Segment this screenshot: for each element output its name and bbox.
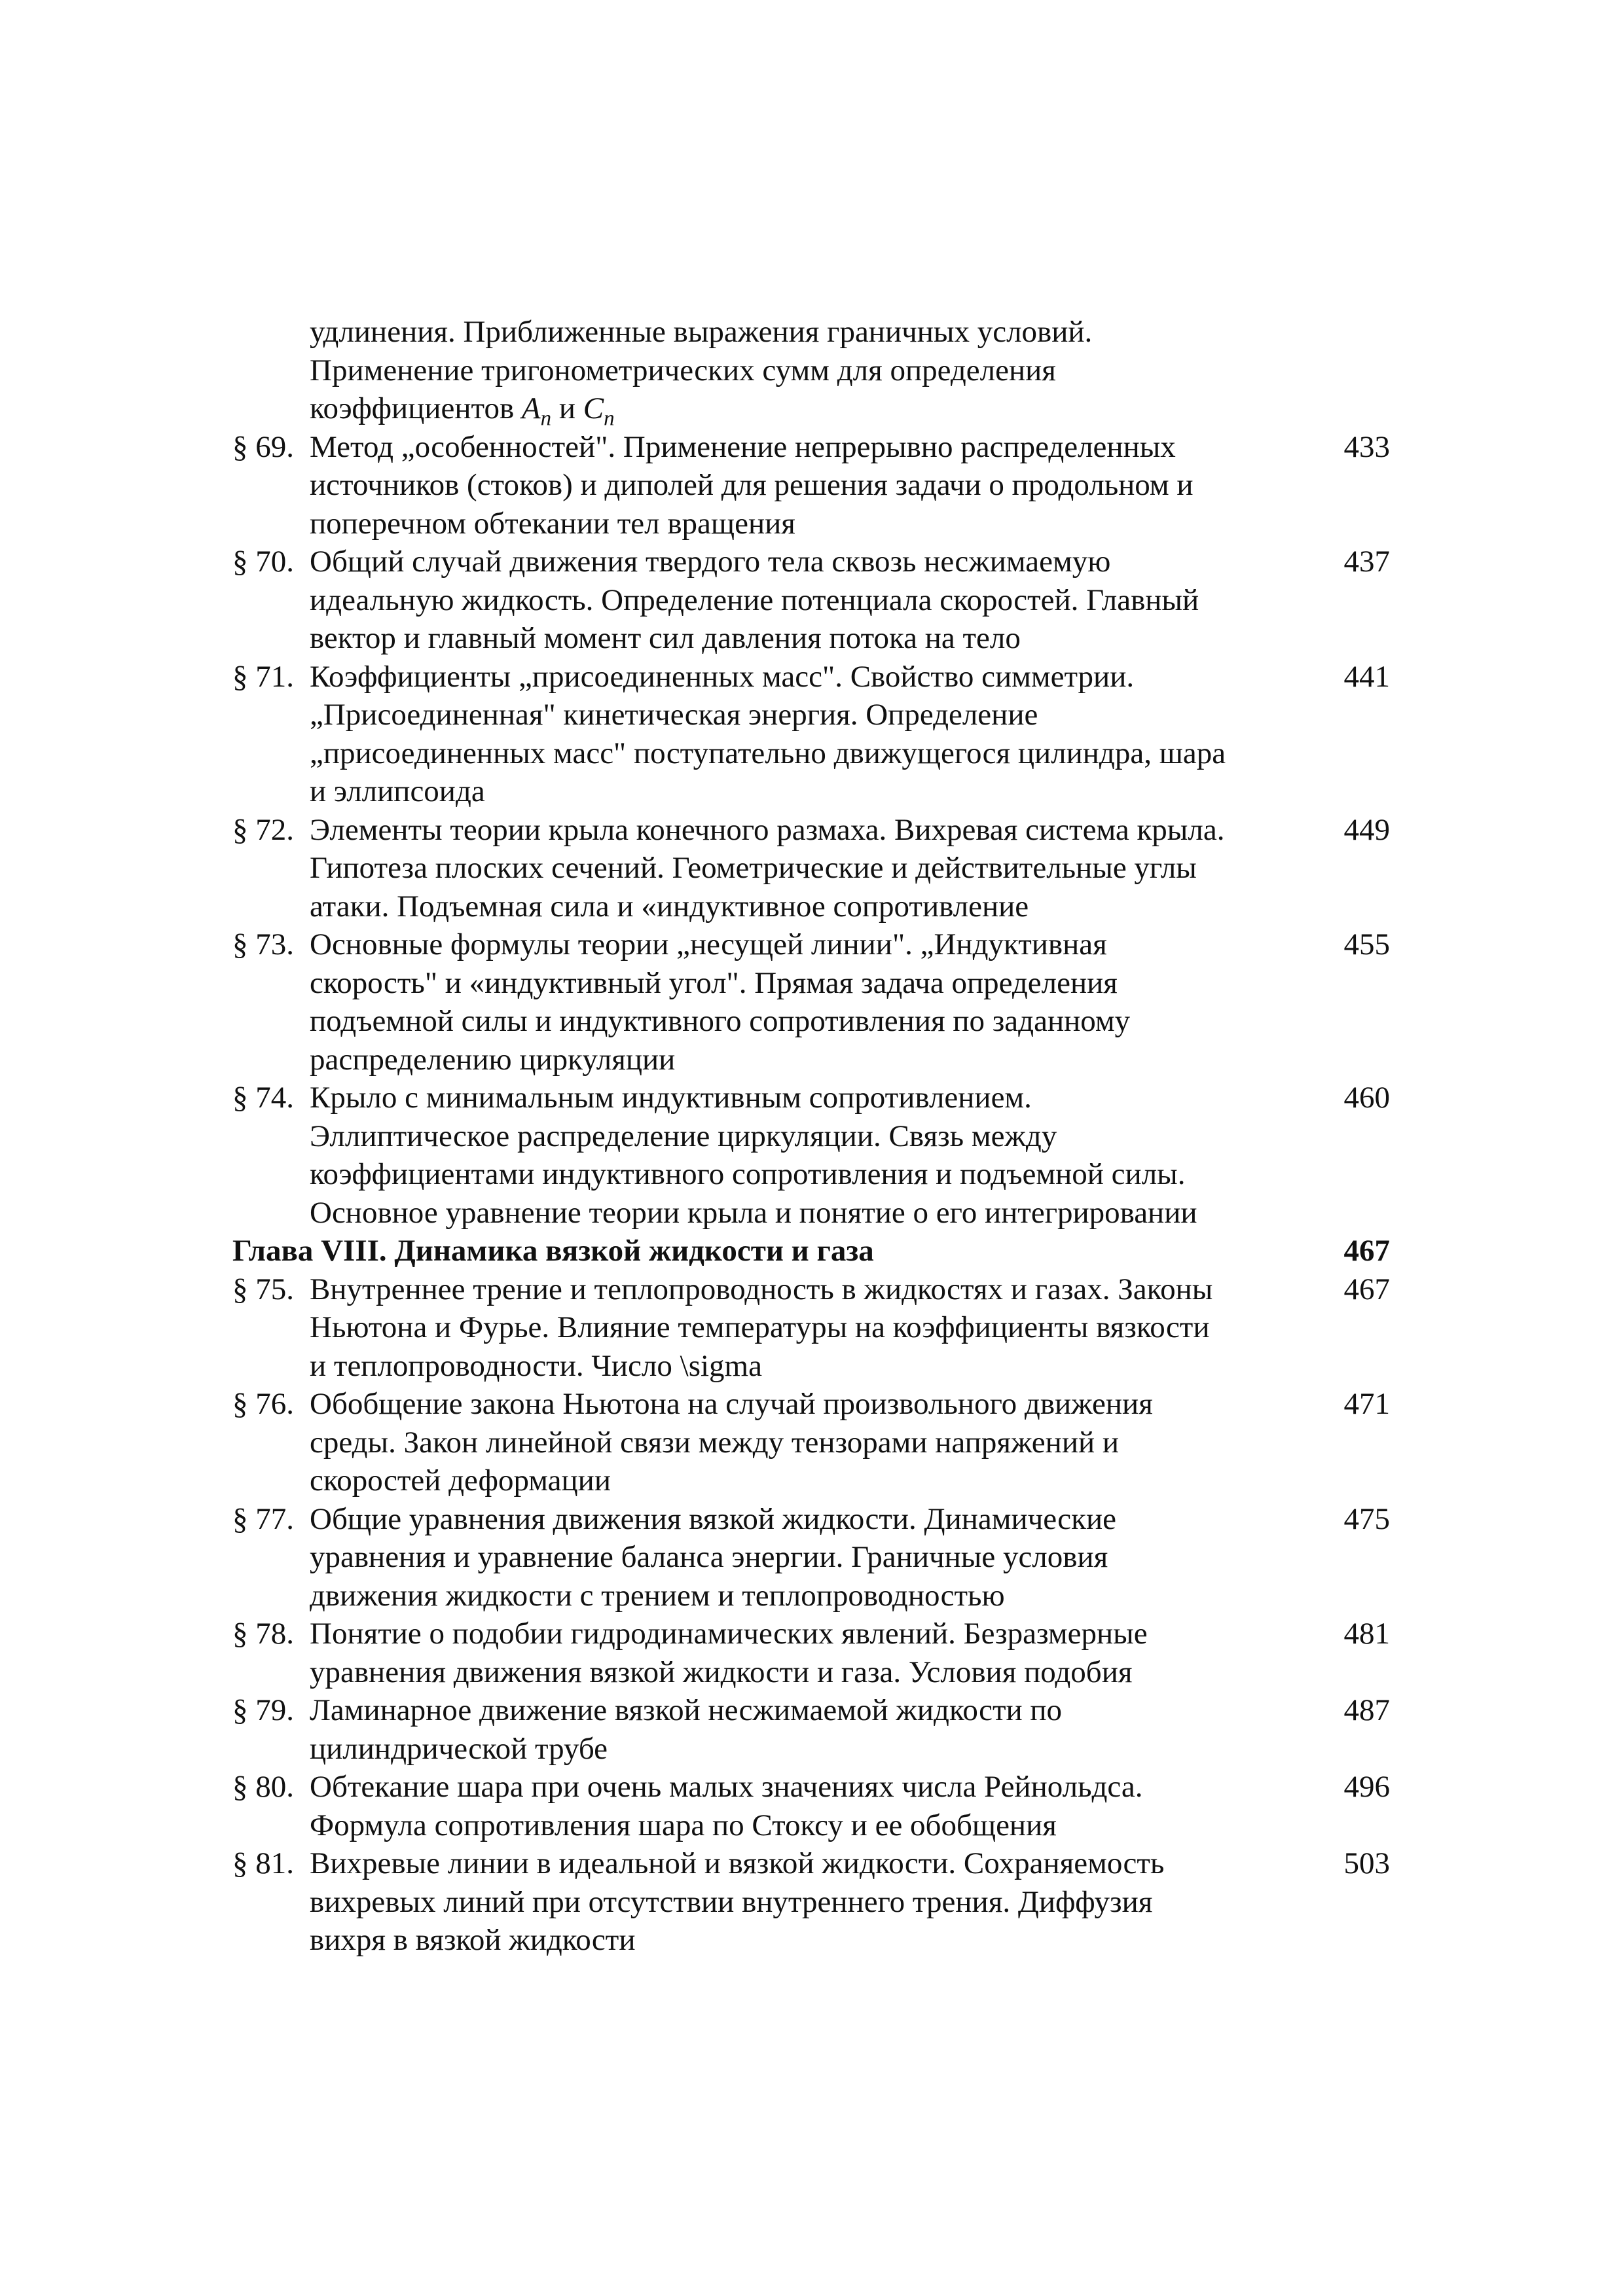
toc-entry-line: уравнения движения вязкой жидкости и газа. Условия подобия <box>310 1655 1133 1689</box>
toc-entry-line: Понятие о подобии гидродинамических явлений. Безразмерные <box>310 1617 1148 1651</box>
toc-entry-line: Обтекание шара при очень малых значениях числа Рейнольдса. <box>310 1770 1143 1804</box>
toc-entry-line: „присоединенных масс" поступательно движущегося цилиндра, шара <box>310 736 1226 770</box>
symbol-c: C <box>583 391 604 425</box>
toc-entry-section-number: § 69. <box>232 429 294 464</box>
toc-entry <box>232 1691 1398 1768</box>
table-of-contents <box>232 313 1398 1960</box>
toc-entry-line: скоростей деформации <box>310 1463 611 1498</box>
toc-entry-line: Общий случай движения твердого тела сквозь несжимаемую <box>310 545 1111 579</box>
subscript-n: n <box>540 406 552 431</box>
toc-entry-line: вектор и главный момент сил давления потока на тело <box>310 621 1021 655</box>
toc-entry-page-number: 503 <box>1343 1846 1390 1880</box>
toc-entry-line: скорость" и «индуктивный угол". Прямая задача определения <box>310 965 1118 1000</box>
toc-entry-line: Ньютона и Фурье. Влияние температуры на коэффициенты вязкости <box>310 1310 1210 1344</box>
toc-entry <box>232 1844 1398 1960</box>
toc-entry-page-number: 487 <box>1343 1693 1390 1727</box>
toc-entry-line: Внутреннее трение и теплопроводность в жидкостях и газах. Законы <box>310 1272 1213 1306</box>
toc-entry-section-number: § 79. <box>232 1693 294 1727</box>
toc-entry-section-number: § 76. <box>232 1387 294 1421</box>
toc-entry <box>232 925 1398 1079</box>
toc-entry-line: уравнения и уравнение баланса энергии. Граничные условия <box>310 1540 1108 1574</box>
subscript-n: n <box>604 406 615 431</box>
toc-entry-line: распределению циркуляции <box>310 1042 676 1077</box>
toc-entry <box>232 1270 1398 1386</box>
toc-entry-line: коэффициентами индуктивного сопротивления и подъемной силы. <box>310 1157 1186 1191</box>
toc-entry-section-number: § 73. <box>232 927 294 961</box>
toc-entry-line: Основные формулы теории „несущей линии". „Индуктивная <box>310 927 1107 961</box>
toc-entry-line: Основное уравнение теории крыла и понятие о его интегрировании <box>310 1195 1197 1230</box>
conjunction: и <box>558 391 575 425</box>
toc-entry-line: поперечном обтекании тел вращения <box>310 506 795 541</box>
toc-entry-line: и эллипсоида <box>310 774 485 808</box>
toc-entry-page-number: 449 <box>1343 812 1390 847</box>
toc-entry-page-number: 437 <box>1343 545 1390 579</box>
toc-entry-line: Эллиптическое распределение циркуляции. Связь между <box>310 1119 1057 1153</box>
chapter-page-number: 467 <box>1343 1234 1390 1268</box>
toc-entry-line: подъемной силы и индуктивного сопротивления по заданному <box>310 1004 1131 1038</box>
toc-entry-section-number: § 81. <box>232 1846 294 1880</box>
chapter-title: Глава VIII. Динамика вязкой жидкости и газа <box>232 1234 874 1268</box>
toc-entry-page-number: 441 <box>1343 659 1390 694</box>
toc-entry-line: вихревых линий при отсутствии внутреннего трения. Диффузия <box>310 1884 1153 1919</box>
toc-entry <box>232 1385 1398 1500</box>
toc-entry <box>232 428 1398 543</box>
toc-entry-page-number: 467 <box>1343 1272 1390 1306</box>
toc-entry-line: Вихревые линии в идеальной и вязкой жидкости. Сохраняемость <box>310 1846 1165 1880</box>
toc-entry-continuation <box>232 313 1398 431</box>
toc-entry-section-number: § 80. <box>232 1770 294 1804</box>
toc-entry-section-number: § 74. <box>232 1081 294 1115</box>
toc-entry <box>232 658 1398 811</box>
toc-entry-line: Гипотеза плоских сечений. Геометрические и действительные углы <box>310 851 1197 885</box>
toc-entry-page-number: 460 <box>1343 1081 1390 1115</box>
toc-entry <box>232 543 1398 658</box>
toc-entry-line: атаки. Подъемная сила и «индуктивное сопротивление <box>310 889 1029 924</box>
toc-entry-line: Метод „особенностей". Применение непрерывно распределенных <box>310 429 1176 464</box>
toc-entry-line: цилиндрической трубе <box>310 1731 608 1766</box>
toc-entry-line: движения жидкости с трением и теплопроводностью <box>310 1578 1005 1613</box>
toc-entry-page-number: 496 <box>1343 1770 1390 1804</box>
toc-entry-section-number: § 71. <box>232 659 294 694</box>
toc-entry-line: среды. Закон линейной связи между тензорами напряжений и <box>310 1425 1120 1460</box>
toc-entry-line: Общие уравнения движения вязкой жидкости. Динамические <box>310 1501 1117 1536</box>
toc-entry-line: Ламинарное движение вязкой несжимаемой жидкости по <box>310 1693 1063 1727</box>
toc-entry <box>232 811 1398 926</box>
toc-entry-line-text: коэффициентов <box>310 391 515 425</box>
toc-entry-line <box>310 389 1318 431</box>
toc-entry-page-number: 433 <box>1343 429 1390 464</box>
toc-entry-page-number: 455 <box>1343 927 1390 961</box>
toc-entry-page-number: 475 <box>1343 1501 1390 1536</box>
toc-entry-line: идеальную жидкость. Определение потенциала скоростей. Главный <box>310 583 1199 617</box>
toc-entry-line: и теплопроводности. Число \sigma <box>310 1348 762 1383</box>
toc-entry-line: „Присоединенная" кинетическая энергия. Определение <box>310 698 1038 732</box>
symbol-a: A <box>521 391 541 425</box>
chapter-heading <box>232 1232 1398 1270</box>
toc-entry-section-number: § 70. <box>232 545 294 579</box>
toc-entry-line: Крыло с минимальным индуктивным сопротивлением. <box>310 1081 1032 1115</box>
toc-entry-section-number: § 77. <box>232 1501 294 1536</box>
toc-entry-section-number: § 78. <box>232 1617 294 1651</box>
toc-entry-line: Формула сопротивления шара по Стоксу и ее обобщения <box>310 1808 1057 1842</box>
toc-entry-section-number: § 72. <box>232 812 294 847</box>
toc-entry-page-number: 471 <box>1343 1387 1390 1421</box>
toc-entry-line: Коэффициенты „присоединенных масс". Свойство симметрии. <box>310 659 1135 694</box>
toc-entry <box>232 1500 1398 1615</box>
toc-entry-line: Обобщение закона Ньютона на случай произвольного движения <box>310 1387 1153 1421</box>
toc-entry <box>232 1079 1398 1232</box>
toc-entry-line: вихря в вязкой жидкости <box>310 1923 636 1957</box>
toc-entry <box>232 1615 1398 1691</box>
toc-entry-line: Элементы теории крыла конечного размаха. Вихревая система крыла. <box>310 812 1225 847</box>
toc-entry-line: Применение тригонометрических сумм для определения <box>310 353 1056 387</box>
toc-entry-line: удлинения. Приближенные выражения граничных условий. <box>310 315 1093 349</box>
toc-entry-line: источников (стоков) и диполей для решения задачи о продольном и <box>310 468 1194 502</box>
toc-entry-section-number: § 75. <box>232 1272 294 1306</box>
toc-entry <box>232 1768 1398 1844</box>
toc-entry-page-number: 481 <box>1343 1617 1390 1651</box>
